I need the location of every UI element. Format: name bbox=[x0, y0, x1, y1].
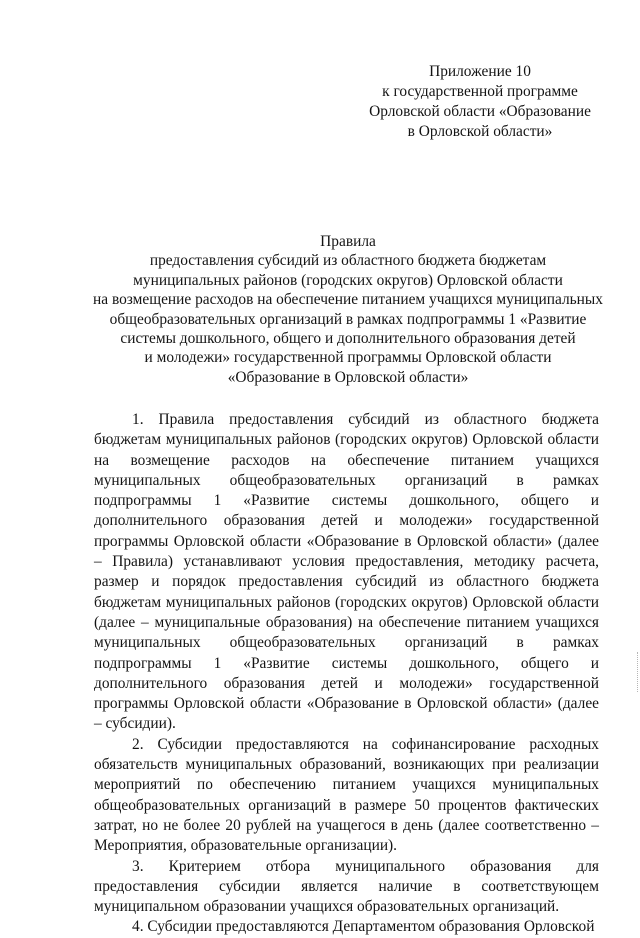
scan-margin-mark bbox=[635, 652, 638, 692]
appendix-line: Приложение 10 bbox=[429, 63, 531, 80]
document-body bbox=[94, 410, 599, 938]
title-line: на возмещение расходов на обеспечение питанием учащихся муниципальных bbox=[93, 291, 603, 309]
title-line: системы дошкольного, общего и дополнительного образования детей bbox=[120, 330, 576, 348]
title-line: общеобразовательных организаций в рамках подпрограммы 1 «Развитие bbox=[109, 310, 587, 328]
title-line: предоставления субсидий из областного бюджета бюджетам bbox=[149, 252, 547, 270]
paragraph-4: 4. Субсидии предоставляются Департаментом образования Орловской bbox=[132, 918, 595, 936]
title-line: муниципальных районов (городских округов) Орловской области bbox=[133, 271, 563, 289]
title-line: «Образование в Орловской области» bbox=[227, 368, 469, 386]
paragraph-1: 1. Правила предоставления субсидий из областного бюджета бюджетам муниципальных районов (городских округов) Орловской области на возмещение расходов на обеспечение питанием учащихся муниципальных общеобразовательных организаций в рамках подпрограммы 1 «Развитие системы дошкольного, общего и дополнительного образования детей и молодежи» государственной программы Орловской области «Образование в Орловской области» (далее – Правила) устанавливают условия предоставления, методику расчета, размер и порядок предоставления субсидий из областного бюджета бюджетам муниципальных районов (городских округов) Орловской области (далее – муниципальные образования) на обеспечение питанием учащихся муниципальных общеобразовательных организаций в рамках подпрограммы 1 «Развитие системы дошкольного, общего и дополнительного образования детей и молодежи» государственной программы Орловской области «Образование в Орловской области» (далее – субсидии). bbox=[94, 411, 599, 733]
appendix-line: Орловской области «Образование bbox=[369, 103, 591, 120]
appendix-line: к государственной программе bbox=[382, 83, 578, 100]
appendix-line: в Орловской области» bbox=[407, 123, 553, 140]
title-heading: Правила bbox=[320, 233, 376, 250]
paragraph-2: 2. Субсидии предоставляются на софинансирование расходных обязательств муниципальных образований, возникающих при реализации мероприятий по обеспечению питанием учащихся муниципальных общеобразовательных организаций в размере 50 процентов фактических затрат, но не более 20 рублей на учащегося в день (далее соответственно – Мероприятия, образовательные организации). bbox=[94, 735, 599, 855]
title-line: и молодежи» государственной программы Орловской области bbox=[144, 349, 552, 367]
document-title bbox=[80, 232, 616, 387]
paragraph-3: 3. Критерием отбора муниципального образования для предоставления субсидии является наличие в соответствующем муниципальном образовании учащихся образовательных организаций. bbox=[94, 857, 599, 916]
appendix-header bbox=[352, 62, 608, 142]
